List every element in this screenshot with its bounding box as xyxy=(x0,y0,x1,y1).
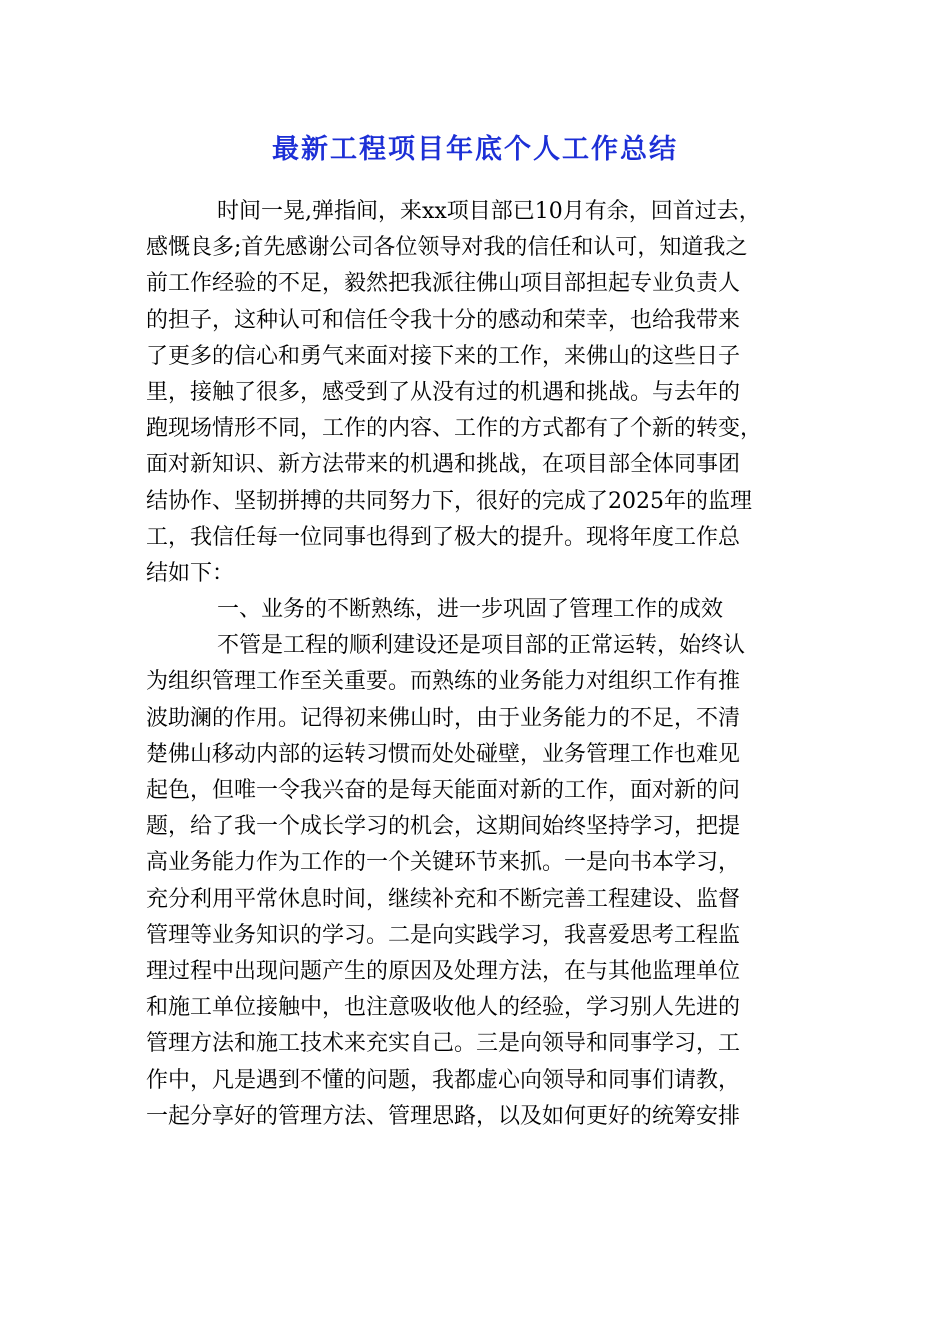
text-line: 结如下： xyxy=(146,560,235,586)
text-line: 起色，但唯一令我兴奋的是每天能面对新的工作，面对新的问 xyxy=(146,778,741,803)
text-line: 时间一晃,弹指间，来xx项目部已10月有余，回首过去， xyxy=(217,199,761,224)
text-line: 了更多的信心和勇气来面对接下来的工作，来佛山的这些日子 xyxy=(146,343,741,369)
text-line: 理过程中出现问题产生的原因及处理方法，在与其他监理单位 xyxy=(146,958,741,984)
text-line: 前工作经验的不足，毅然把我派往佛山项目部担起专业负责人 xyxy=(146,271,741,297)
text-line: 工，我信任每一位同事也得到了极大的提升。现将年度工作总 xyxy=(146,524,741,550)
text-line: 和施工单位接触中，也注意吸收他人的经验，学习别人先进的 xyxy=(146,995,741,1021)
text-line: 里，接触了很多，感受到了从没有过的机遇和挑战。与去年的 xyxy=(146,379,741,405)
document-body xyxy=(146,194,806,1135)
document-title: 最新工程项目年底个人工作总结 xyxy=(272,134,678,165)
text-line: 为组织管理工作至关重要。而熟练的业务能力对组织工作有推 xyxy=(146,669,741,695)
text-line: 的担子，这种认可和信任令我十分的感动和荣幸，也给我带来 xyxy=(146,307,741,333)
text-line: 结协作、坚韧拼搏的共同努力下，很好的完成了2025年的监理 xyxy=(146,488,752,514)
text-line: 管理方法和施工技术来充实自己。三是向领导和同事学习，工 xyxy=(146,1031,741,1057)
text-line: 不管是工程的顺利建设还是项目部的正常运转，始终认 xyxy=(217,633,746,659)
text-line: 高业务能力作为工作的一个关键环节来抓。一是向书本学习， xyxy=(146,850,741,876)
text-line: 管理等业务知识的学习。二是向实践学习，我喜爱思考工程监 xyxy=(146,922,741,948)
text-line: 一起分享好的管理方法、管理思路，以及如何更好的统筹安排 xyxy=(146,1103,741,1129)
text-line: 感慨良多;首先感谢公司各位领导对我的信任和认可，知道我之 xyxy=(146,235,748,261)
text-line: 楚佛山移动内部的运转习惯而处处碰壁，业务管理工作也难见 xyxy=(146,741,741,767)
text-line: 波助澜的作用。记得初来佛山时，由于业务能力的不足，不清 xyxy=(146,705,741,731)
text-line: 跑现场情形不同，工作的内容、工作的方式都有了个新的转变， xyxy=(146,416,763,442)
text-line: 面对新知识、新方法带来的机遇和挑战，在项目部全体同事团 xyxy=(146,452,741,478)
text-line: 充分利用平常休息时间，继续补充和不断完善工程建设、监督 xyxy=(146,886,741,912)
section-heading: 一、业务的不断熟练，进一步巩固了管理工作的成效 xyxy=(217,597,724,623)
text-line: 题，给了我一个成长学习的机会，这期间始终坚持学习，把提 xyxy=(146,814,741,840)
text-line: 作中，凡是遇到不懂的问题，我都虚心向领导和同事们请教， xyxy=(146,1067,741,1093)
